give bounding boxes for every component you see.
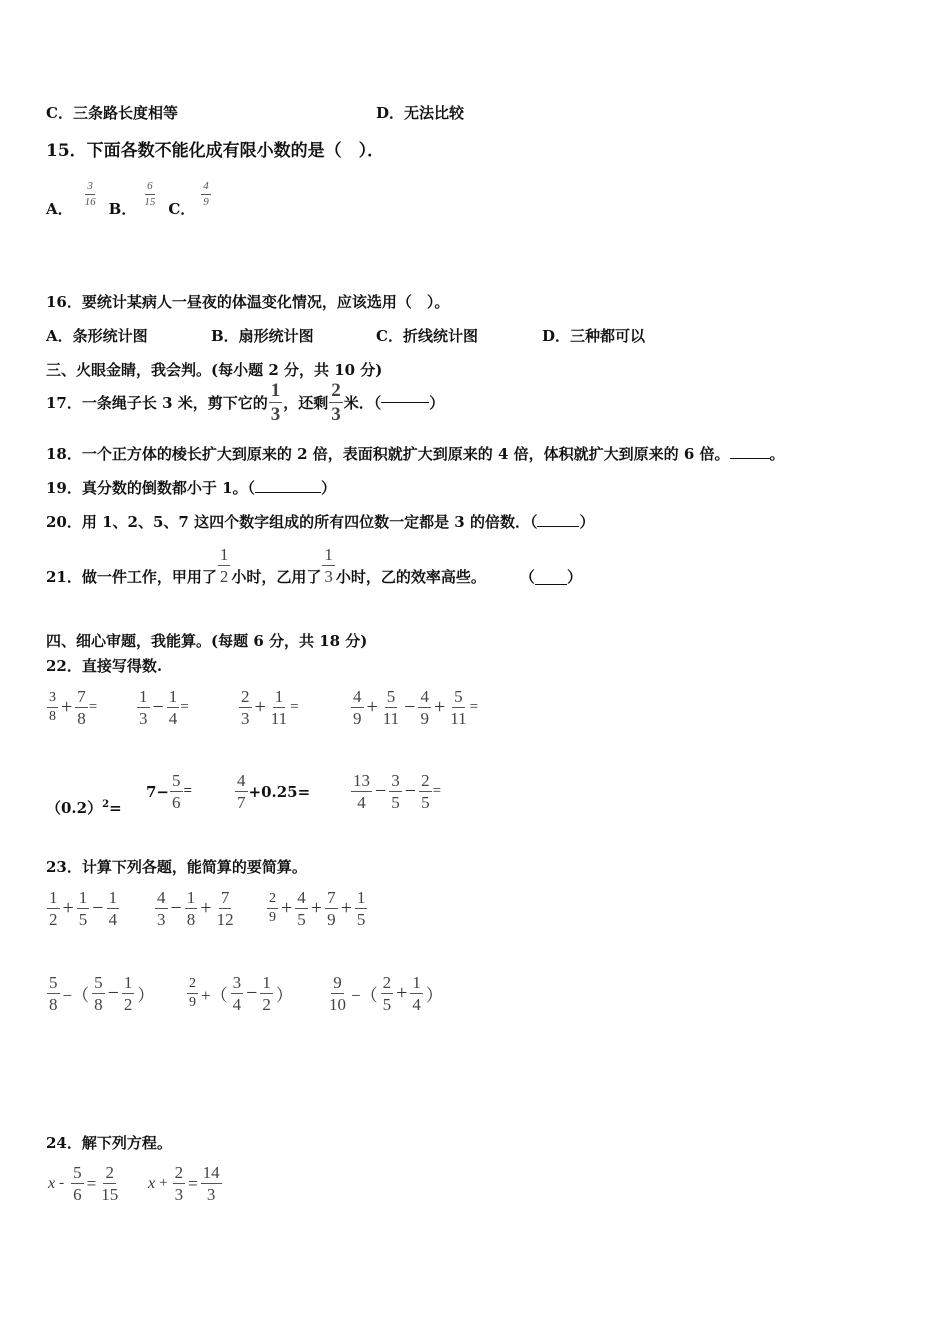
fraction: 2 9 (189, 976, 196, 1010)
q23-stem: 23．计算下列各题，能简算的要简算。 (46, 858, 307, 876)
q19 (46, 477, 336, 498)
q22-row1-expr1 (46, 688, 97, 727)
q16-option-a: A．条形统计图 (46, 327, 148, 345)
fraction: $\frac{1}{4}$ (108, 888, 118, 929)
fraction: $\frac{5}{11}$ (450, 687, 467, 728)
operator: −（ (62, 986, 90, 1005)
fraction: $\frac{7}{9}$ (327, 888, 336, 929)
q15-option-c-fraction: 4 9 (203, 180, 209, 208)
fraction: $\frac{2}{5}$ (421, 771, 430, 812)
q16-option-d: D．三种都可以 (542, 327, 646, 345)
operator: + (200, 897, 212, 919)
q23-row1-expr1 (46, 889, 120, 928)
fraction: $\frac{1}{8}$ (186, 888, 196, 929)
variable-x: x (48, 1174, 56, 1192)
fraction: 9 10 (329, 973, 346, 1014)
fraction: $\frac{5}{6}$ (73, 1163, 82, 1204)
q22-row2-expr1 (46, 797, 122, 818)
q23-row1-expr2 (154, 889, 237, 928)
fraction: $\frac{1}{2}$ (123, 973, 133, 1014)
q22-stem: 22．直接写得数. (46, 657, 163, 675)
fraction: 13 4 (353, 771, 370, 812)
fraction: $\frac{4}{5}$ (297, 888, 306, 929)
fraction: $\frac{3}{5}$ (391, 771, 400, 812)
q17-text-c: 米．（ (343, 394, 382, 412)
q21-answer-blank[interactable] (535, 584, 567, 585)
operator: + (340, 897, 352, 919)
operator: + (281, 897, 293, 919)
q22-row2-expr2 (146, 772, 192, 811)
operator: + (254, 696, 266, 718)
fraction: $\frac{1}{2}$ (262, 973, 271, 1014)
section-4-heading: 四、细心审题，我能算。(每题 6 分，共 18 分) (46, 632, 368, 650)
q17-fraction-1: 1 3 (270, 380, 281, 425)
q16-stem: 16．要统计某病人一昼夜的体温变化情况，应该选用（ ）。 (46, 293, 450, 311)
q22-row1-expr4 (350, 688, 478, 727)
operator: + (61, 696, 73, 718)
operator: − (246, 982, 258, 1004)
q16-option-b: B．扇形统计图 (211, 327, 314, 345)
q21-fraction-2: 1 3 (324, 545, 333, 586)
operator: − (152, 696, 164, 718)
fraction: 1 2 (49, 888, 58, 929)
q20 (46, 511, 594, 532)
equals: = (188, 1173, 198, 1193)
q16-option-c: C．折线统计图 (376, 327, 478, 345)
q15-stem: 15．下面各数不能化成有限小数的是（ ）． (46, 141, 385, 161)
fraction: 4 7 (237, 771, 246, 812)
fraction: $\frac{1}{4}$ (412, 973, 421, 1014)
operator: + (62, 897, 74, 919)
fraction: 4 3 (157, 888, 166, 929)
fraction: $\frac{1}{4}$ (168, 687, 178, 728)
q15-option-b-label: B． (108, 200, 137, 218)
fraction: $\frac{1}{5}$ (78, 888, 88, 929)
operator: + (396, 982, 408, 1004)
fraction: 5 8 (49, 973, 58, 1014)
fraction: 4 9 (353, 687, 362, 728)
q21-text-c: 小时，乙的效率高些。 (335, 568, 486, 586)
fraction: $\frac{1}{5}$ (356, 888, 366, 929)
fraction: 3 8 (49, 690, 56, 724)
q21-text-a: 21．做一件工作，甲用了 (46, 568, 217, 586)
fraction: $\frac{14}{3}$ (202, 1163, 220, 1204)
fraction: $\frac{5}{6}$ (172, 771, 181, 812)
equals: = (290, 699, 299, 715)
close-paren: ） (425, 986, 443, 1005)
exponent: 2 (102, 799, 110, 810)
fraction: 1 3 (139, 687, 148, 728)
operator: + (433, 696, 446, 718)
q17 (46, 381, 444, 424)
q24-equation-2 (148, 1164, 223, 1203)
q21 (46, 544, 582, 587)
fraction: $\frac{7}{8}$ (77, 687, 86, 728)
section-3-heading: 三、火眼金睛，我会判。(每小题 2 分，共 10 分) (46, 361, 383, 379)
q22-row2-expr4 (350, 772, 441, 811)
q15-option-b (109, 178, 159, 219)
q21-text-b: 小时，乙用了 (231, 568, 322, 586)
fraction: $\frac{1}{11}$ (270, 687, 288, 728)
fraction: $\frac{4}{9}$ (420, 687, 429, 728)
q20-text-end: ） (579, 513, 595, 531)
fraction: 2 9 (269, 891, 276, 925)
fraction: 2 5 (382, 973, 392, 1014)
q23-row1-expr3 (266, 889, 368, 928)
operator: + (366, 696, 378, 718)
fraction: $\frac{2}{3}$ (174, 1163, 184, 1204)
q21-text-e: ） (566, 568, 582, 586)
variable-x: x (148, 1174, 156, 1192)
q23-row2-expr3 (326, 974, 445, 1013)
operator: +（ (201, 986, 228, 1005)
operator: - (59, 1175, 65, 1191)
q14-option-d: D．无法比较 (376, 104, 465, 122)
q15-option-c-label: C． (168, 200, 196, 218)
close-paren: ） (137, 986, 155, 1005)
fraction: 3 4 (232, 973, 242, 1014)
expr-text: +0.25= (248, 782, 311, 801)
equals: = (469, 699, 479, 715)
q18-text: 18．一个正方体的棱长扩大到原来的 2 倍，表面积就扩大到原来的 4 倍，体积就扩大到原来的 6 倍。 (46, 445, 730, 463)
fraction: $\frac{2}{15}$ (101, 1163, 119, 1204)
q15-options (46, 178, 212, 219)
q20-text: 20．用 1、2、5、7 这四个数字组成的所有四位数一定都是 3 的倍数．（ (46, 513, 538, 531)
equals: = (180, 699, 189, 715)
operator: − (107, 982, 119, 1004)
operator: −（ (351, 986, 378, 1005)
q22-row2-expr3 (234, 772, 310, 811)
operator: + (310, 897, 323, 919)
operator: + (159, 1175, 168, 1191)
equals: = (109, 799, 122, 817)
equals: = (432, 783, 442, 799)
q18 (46, 443, 785, 464)
q21-fraction-1: 1 2 (219, 545, 229, 586)
q18-answer-blank[interactable] (730, 458, 770, 459)
q17-fraction-2: 2 3 (331, 380, 341, 425)
q17-text-b: ，还剩 (283, 394, 329, 412)
operator: − (375, 780, 387, 802)
close-paren: ） (275, 986, 293, 1005)
q18-text-end: 。 (769, 445, 785, 463)
q23-row2-expr2 (186, 974, 295, 1013)
q17-text-d: ） (429, 394, 445, 412)
q23-row2-expr1 (46, 974, 156, 1013)
expr-text: 7− (146, 782, 170, 801)
q15-option-b-fraction: 6 15 (144, 180, 156, 208)
expr-text: （0.2） (46, 799, 103, 817)
q19-answer-blank[interactable] (255, 492, 321, 493)
q24-equation-1 (48, 1164, 121, 1203)
q17-answer-blank[interactable] (381, 402, 429, 403)
q19-text-end: ） (321, 479, 337, 497)
q14-option-c: C．三条路长度相等 (46, 104, 178, 122)
q20-answer-blank[interactable] (537, 526, 579, 527)
q15-option-a-fraction: 3 16 (84, 180, 96, 208)
q19-text: 19．真分数的倒数都小于 1。（ (46, 479, 256, 497)
equals: = (183, 783, 193, 799)
q15-option-a-label: A． (46, 200, 73, 218)
equals: = (88, 699, 98, 715)
operator: − (170, 897, 182, 919)
q15-option-a (46, 178, 99, 219)
equals: = (86, 1173, 97, 1193)
q22-row1-expr3 (238, 688, 299, 727)
q17-text-a: 17．一条绳子长 3 米，剪下它的 (46, 394, 268, 412)
fraction: 2 3 (241, 687, 250, 728)
q15-option-c (168, 178, 211, 219)
fraction: 5 8 (94, 973, 103, 1014)
fraction: $\frac{5}{11}$ (382, 687, 400, 728)
operator: − (404, 696, 416, 718)
q22-row1-expr2 (136, 688, 189, 727)
fraction: $\frac{7}{12}$ (216, 888, 234, 929)
q21-text-d: （ (519, 568, 535, 586)
q24-stem: 24．解下列方程。 (46, 1134, 172, 1152)
operator: − (92, 897, 104, 919)
operator: − (404, 780, 417, 802)
